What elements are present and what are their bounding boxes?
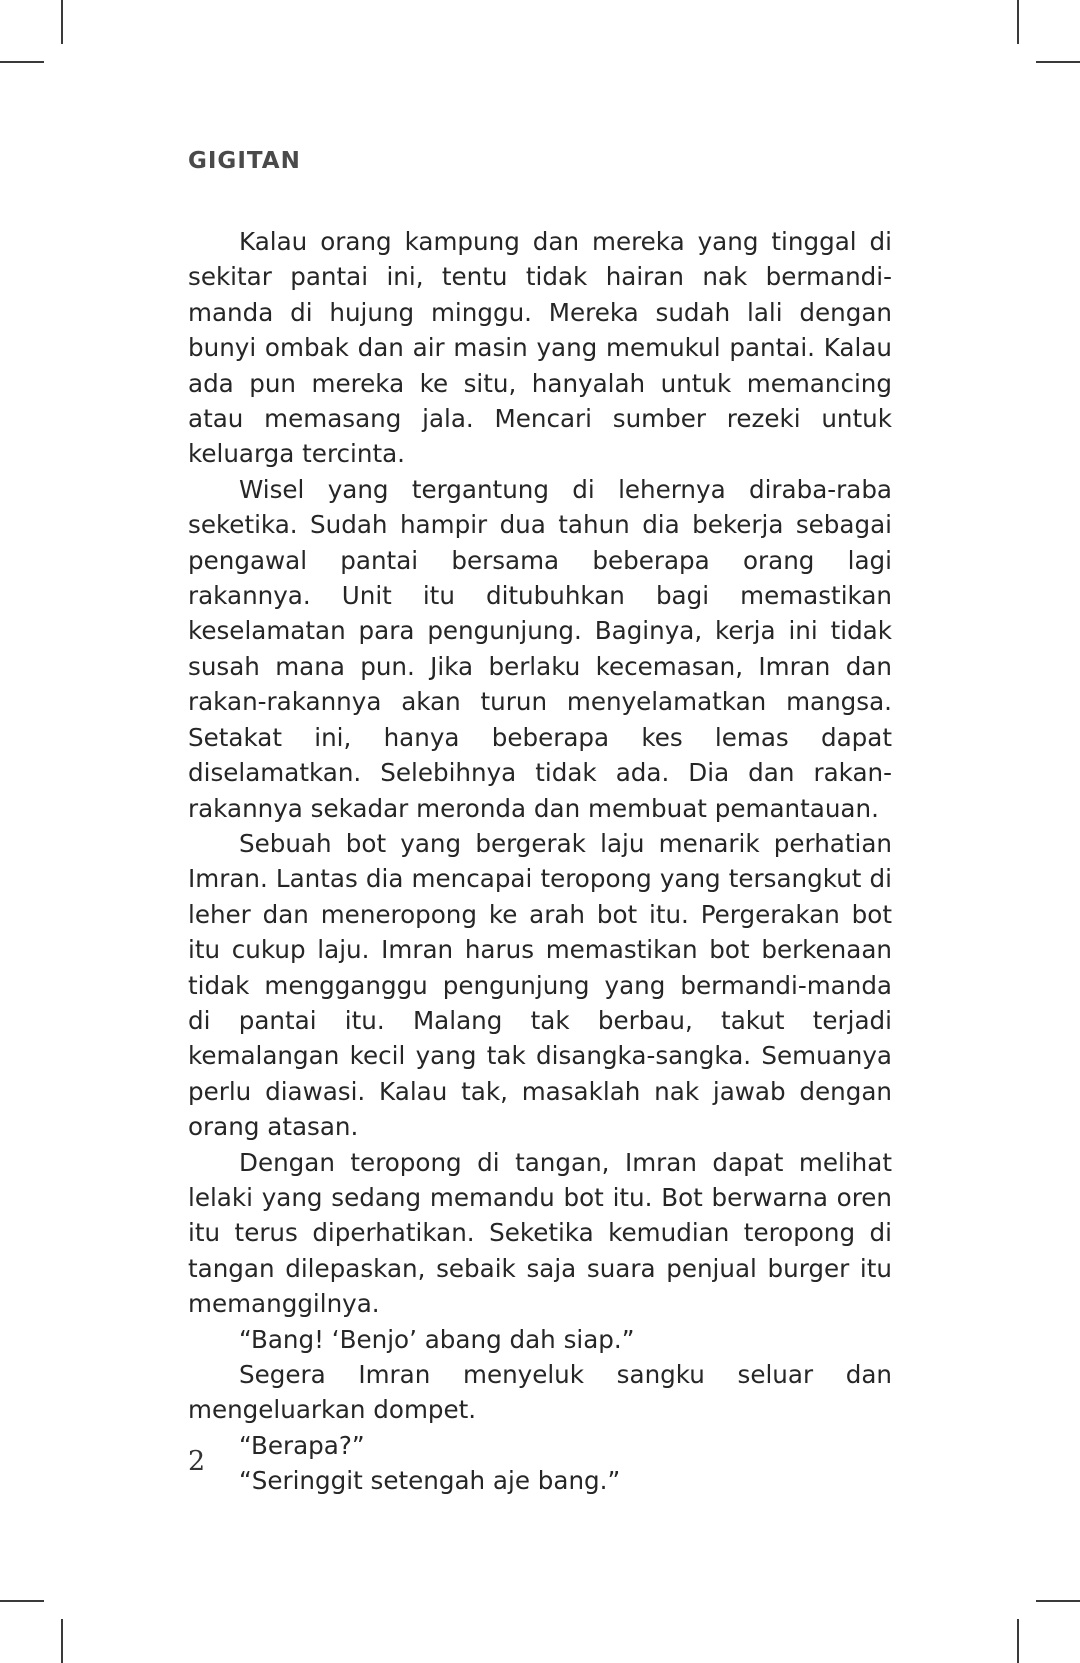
- dialogue-line: “Seringgit setengah aje bang.”: [239, 1466, 621, 1496]
- page-number: 2: [188, 1446, 206, 1477]
- crop-mark-top-left-horizontal: [0, 61, 44, 63]
- crop-mark-top-right-vertical: [1017, 0, 1019, 44]
- paragraph: Wisel yang tergantung di lehernya diraba-raba seketika. Sudah hampir dua tahun dia bekerja sebagai pengawal pantai bersama beberapa orang lagi rakannya. Unit itu ditubuhkan bagi memastikan keselamatan para pengunjung. Baginya, kerja ini tidak susah mana pun. Jika berlaku kecemasan, Imran dan rakan-rakannya akan turun menyelamatkan mangsa. Setakat ini, hanya beberapa kes lemas dapat diselamatkan. Selebihnya tidak ada. Dia dan rakan-rakannya sekadar meronda dan membuat pemantauan.: [188, 474, 892, 823]
- crop-mark-top-right-horizontal: [1036, 61, 1080, 63]
- paragraph: Kalau orang kampung dan mereka yang tinggal di sekitar pantai ini, tentu tidak hairan nak bermandi-manda di hujung minggu. Mereka sudah lali dengan bunyi ombak dan air masin yang memukul pantai. Kalau ada pun mereka ke situ, hanyalah untuk memancing atau memasang jala. Mencari sumber rezeki untuk keluarga tercinta.: [188, 227, 892, 469]
- dialogue-line: “Berapa?”: [239, 1430, 365, 1460]
- body-text: [188, 224, 892, 1499]
- paragraph: Sebuah bot yang bergerak laju menarik perhatian Imran. Lantas dia mencapai teropong yang tersangkut di leher dan meneropong ke arah bot itu. Pergerakan bot itu cukup laju. Imran harus memastikan bot berkenaan tidak mengganggu pengunjung yang bermandi-manda di pantai itu. Malang tak berbau, takut terjadi kemalangan kecil yang tak disangka-sangka. Semuanya perlu diawasi. Kalau tak, masaklah nak jawab dengan orang atasan.: [188, 828, 892, 1142]
- crop-mark-bottom-right-vertical: [1017, 1619, 1019, 1663]
- crop-mark-bottom-left-horizontal: [0, 1600, 44, 1602]
- crop-mark-top-left-vertical: [61, 0, 63, 44]
- dialogue-line: “Bang! ‘Benjo’ abang dah siap.”: [239, 1324, 635, 1354]
- running-header: GIGITAN: [188, 148, 301, 174]
- crop-mark-bottom-left-vertical: [61, 1619, 63, 1663]
- paragraph: Segera Imran menyeluk sangku seluar dan mengeluarkan dompet.: [188, 1360, 892, 1425]
- paragraph: Dengan teropong di tangan, Imran dapat melihat lelaki yang sedang memandu bot itu. Bot berwarna oren itu terus diperhatikan. Seketika kemudian teropong di tangan dilepaskan, sebaik saja suara penjual burger itu memanggilnya.: [188, 1147, 892, 1319]
- crop-mark-bottom-right-horizontal: [1036, 1600, 1080, 1602]
